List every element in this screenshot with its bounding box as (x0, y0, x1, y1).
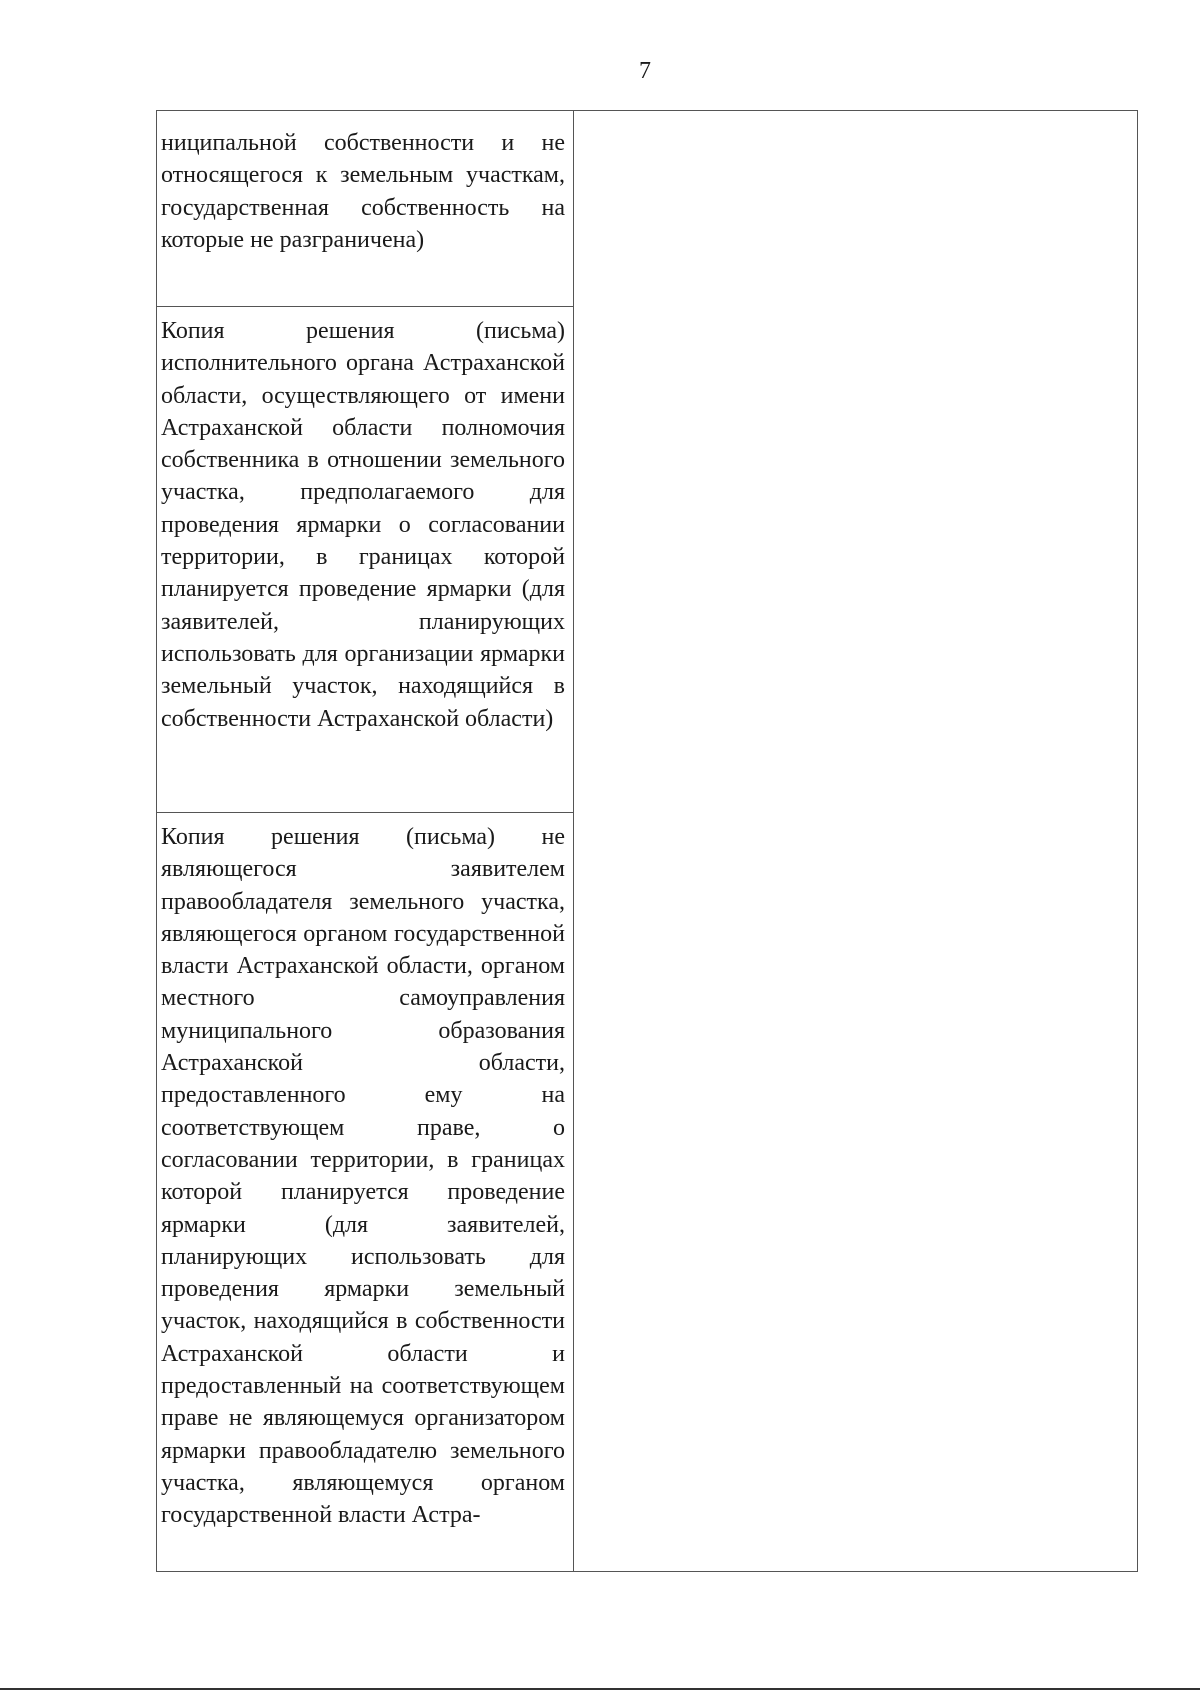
scan-edge-line (0, 1688, 1200, 1690)
column-divider (573, 111, 574, 1571)
table-cell-rights-holder-decision: Копия решения (письма) не являющегося заявителем правообладателя земельного участка, являющегося органом государственной власти Астраханской области, органом местного самоуправления муниципального образования Астраханской области, предоставленного ему на соответствующем праве, о согласовании территории, в границах которой планируется проведение ярмарки (для заявителей, планирующих использовать для проведения ярмарки земельный участок, находящийся в собственности Астраханской области и предоставленный на соответствующем праве не являющемуся организатором ярмарки правообладателю земельного участка, являющемуся органом государственной власти Астра- (161, 824, 565, 1529)
document-table (156, 110, 1138, 1572)
page-number: 7 (639, 58, 651, 84)
left-column (157, 111, 573, 1538)
table-cell-continuation: ниципальной собственности и не относящегося к земельным участкам, государственная собственность на которые не разграничена) (157, 111, 573, 307)
table-cell-regional-authority-decision: Копия решения (письма) исполнительного органа Астраханской области, осуществляющего от имени Астраханской области полномочия собственника в отношении земельного участка, предполагаемого для проведения ярмарки о согласовании территории, в границах которой планируется проведение ярмарки (для заявителей, планирующих использовать для организации ярмарки земельный участок, находящийся в собственности Астраханской области) (157, 307, 573, 813)
